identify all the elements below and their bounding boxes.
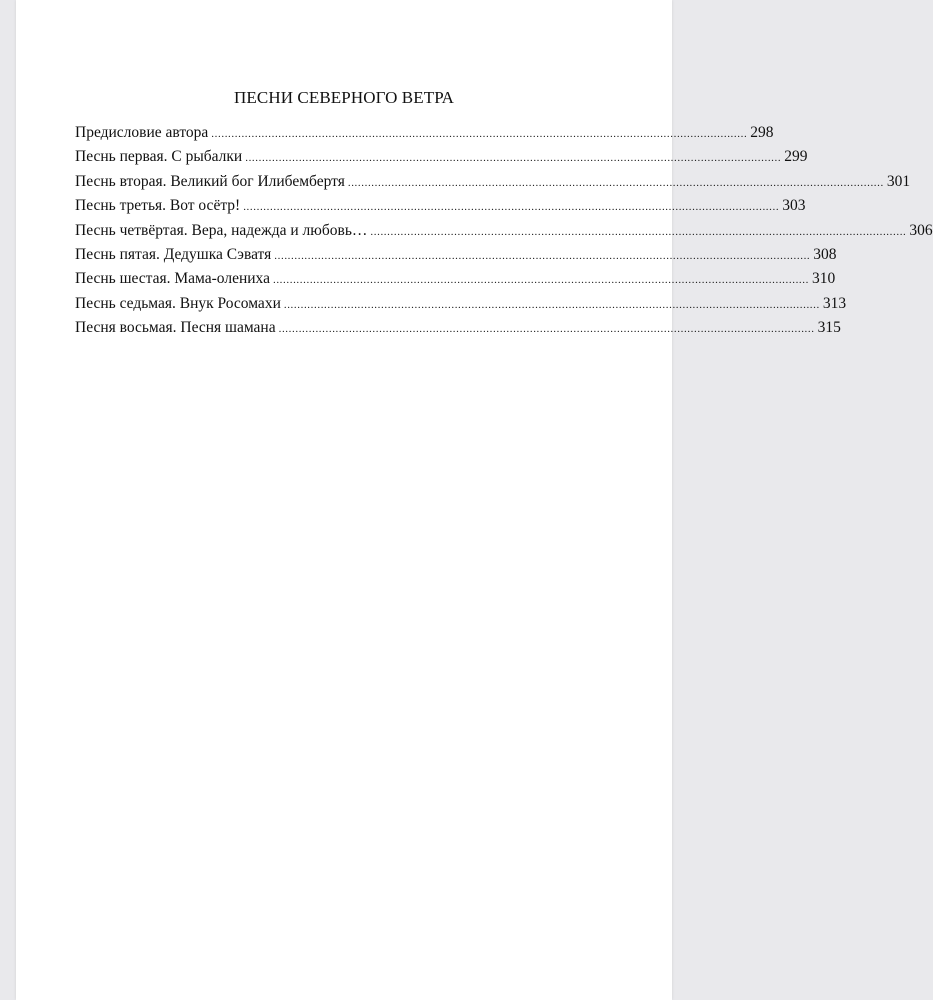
toc-dot-leader: ................................................................................................................................................................ [283, 298, 820, 311]
toc-entry-title: Предисловие автора [75, 124, 209, 141]
toc-entry-page: 299 [784, 148, 808, 166]
toc-entry [75, 219, 933, 243]
toc-dot-leader: ................................................................................................................................................................ [274, 249, 811, 262]
toc-entry-title: Песнь седьмая. Внук Росомахи [75, 294, 281, 312]
toc-entry-title: Песнь вторая. Великий бог Илибембертя [75, 172, 345, 190]
toc-entry-title: Песня восьмая. Песня шамана [75, 319, 276, 337]
toc-dot-leader: ................................................................................................................................................................ [245, 152, 782, 165]
toc-entry-title: Песнь первая. С рыбалки [75, 148, 243, 166]
toc-entry-page: 298 [750, 124, 774, 141]
toc-entry [75, 243, 837, 267]
toc-entry-page: 303 [782, 197, 806, 215]
toc-entry [75, 170, 911, 194]
toc-dot-leader: ................................................................................................................................................................ [347, 176, 884, 189]
document-page [16, 0, 933, 1000]
toc-entry-page: 315 [817, 319, 841, 337]
toc-entry [75, 292, 847, 316]
toc-entry-page: 308 [813, 245, 837, 263]
toc-dot-leader: ................................................................................................................................................................ [272, 274, 809, 287]
table-of-contents [75, 121, 933, 341]
toc-entry [75, 267, 836, 291]
toc-dot-leader: ................................................................................................................................................................ [211, 128, 748, 140]
toc-entry-title: Песнь третья. Вот осётр! [75, 197, 241, 215]
toc-entry-page: 306 [909, 221, 933, 239]
toc-dot-leader: ................................................................................................................................................................ [370, 225, 907, 238]
toc-entry [75, 145, 808, 169]
toc-entry [75, 121, 774, 145]
toc-entry-page: 310 [811, 270, 836, 288]
toc-dot-leader: ................................................................................................................................................................ [278, 323, 815, 336]
toc-entry [75, 316, 841, 340]
toc-entry-page: 313 [822, 294, 847, 312]
toc-entry-title: Песнь четвёртая. Вера, надежда и любовь… [75, 221, 368, 239]
toc-entry-page: 301 [886, 172, 911, 190]
toc-entry-title: Песнь шестая. Мама-олениха [75, 270, 270, 288]
toc-entry [75, 194, 806, 218]
toc-entry-title: Песнь пятая. Дедушка Сэватя [75, 245, 272, 263]
page-title: ПЕСНИ СЕВЕРНОГО ВЕТРА [234, 88, 454, 107]
toc-dot-leader: ................................................................................................................................................................ [243, 201, 780, 214]
